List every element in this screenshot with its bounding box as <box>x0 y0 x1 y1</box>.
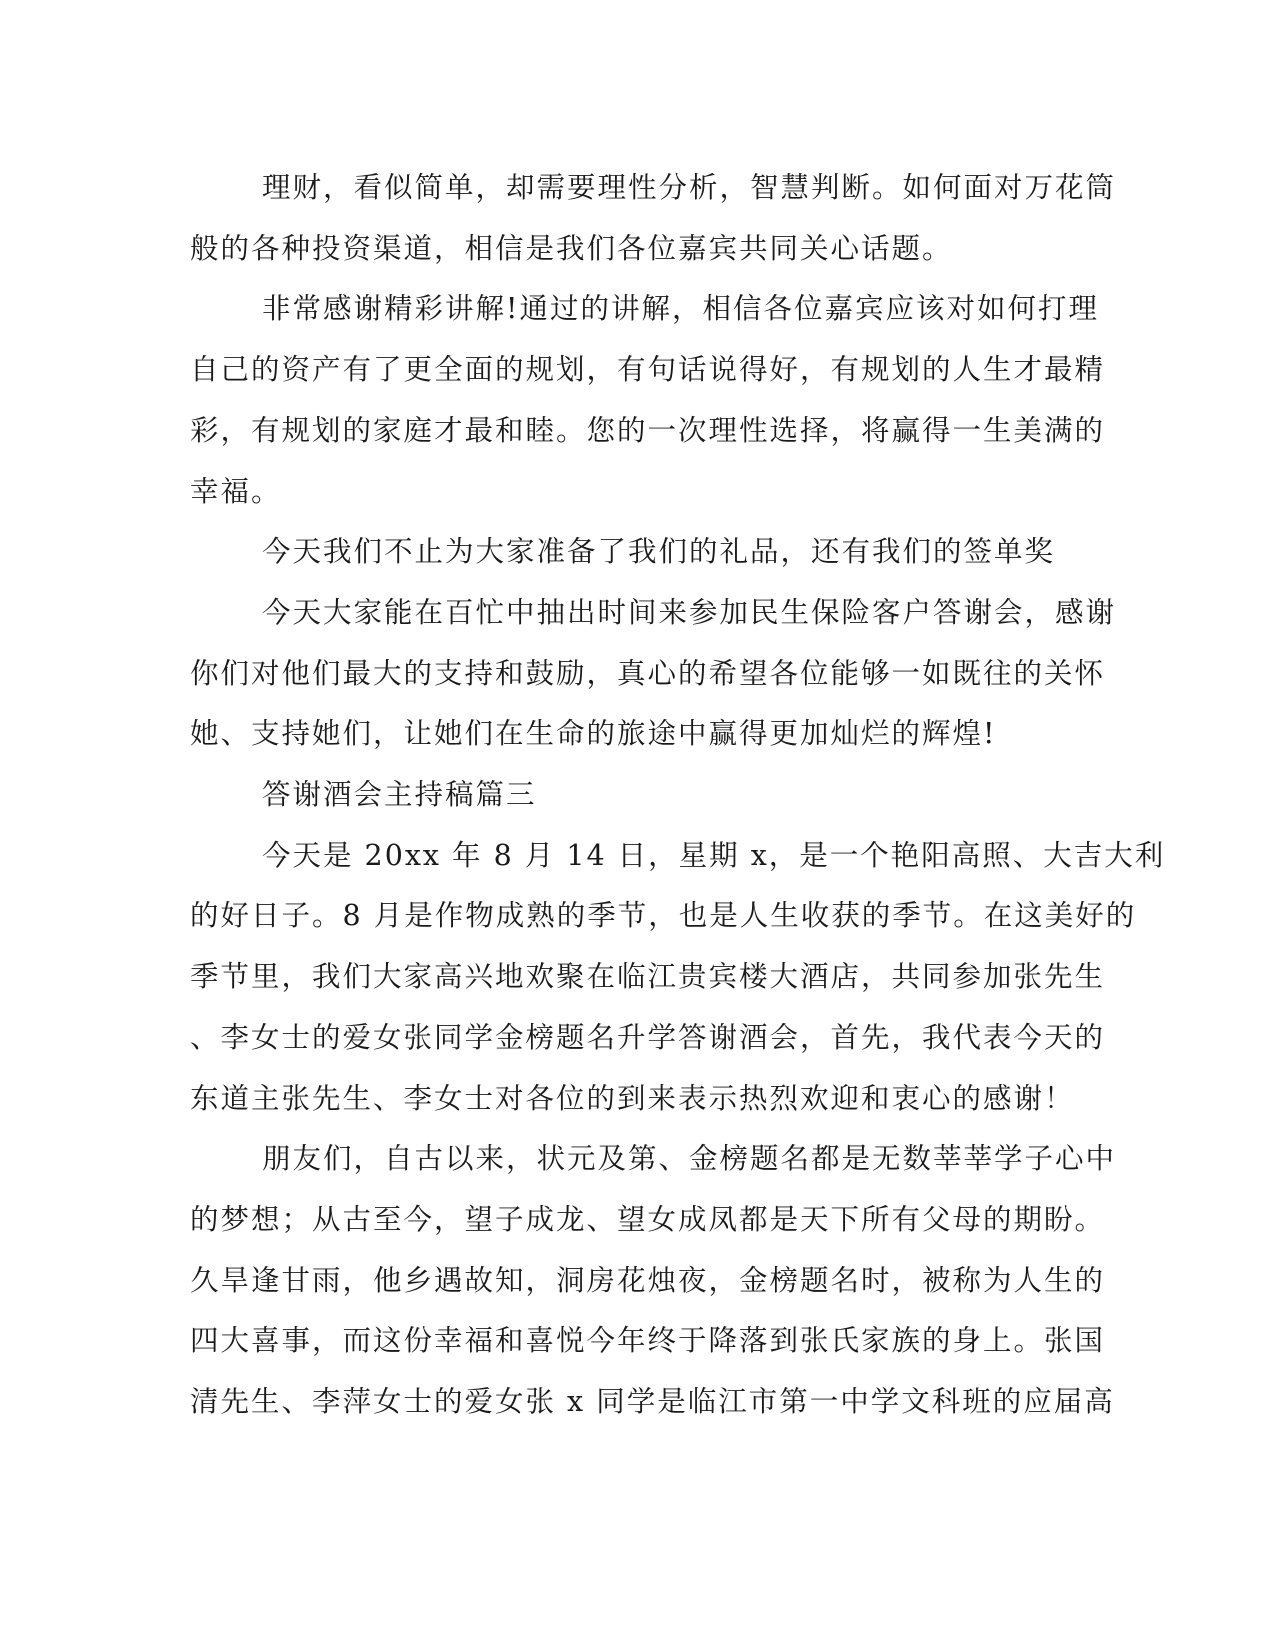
section-heading <box>190 765 1090 826</box>
text-line: 非常感谢精彩讲解!通过的讲解，相信各位嘉宾应该对如何打理 <box>262 292 1099 326</box>
text-line: 的梦想；从古至今，望子成龙、望女成凤都是天下所有父母的期盼。 <box>190 1202 1106 1236</box>
text-line: 、李女士的爱女张同学金榜题名升学答谢酒会，首先，我代表今天的 <box>190 1020 1106 1054</box>
text-line: 四大喜事，而这份幸福和喜悦今年终于降落到张氏家族的身上。张国 <box>190 1324 1106 1358</box>
heading-line: 答谢酒会主持稿篇三 <box>262 778 537 812</box>
text-line: 她、支持她们，让她们在生命的旅途中赢得更加灿烂的辉煌! <box>190 717 997 751</box>
document-body <box>190 158 1166 1433</box>
text-line: 彩，有规划的家庭才最和睦。您的一次理性选择，将赢得一生美满的 <box>190 413 1106 447</box>
text-line: 理财，看似简单，却需要理性分析，智慧判断。如何面对万花筒 <box>262 171 1117 204</box>
text-line: 季节里，我们大家高兴地欢聚在临江贵宾楼大酒店，共同参加张先生 <box>190 960 1106 994</box>
paragraph-gifts <box>190 522 1090 583</box>
text-line: 自己的资产有了更全面的规划，有句话说得好，有规划的人生才最精 <box>190 353 1106 387</box>
text-line: 今天大家能在百忙中抽出时间来参加民生保险客户答谢会，感谢 <box>262 595 1117 629</box>
text-line: 今天我们不止为大家准备了我们的礼品，还有我们的签单奖 <box>262 535 1056 569</box>
paragraph-appreciation <box>190 583 1117 765</box>
text-line: 你们对他们最大的支持和鼓励，真心的希望各位能够一如既往的关怀 <box>190 656 1106 690</box>
text-line: 东道主张先生、李女士对各位的到来表示热烈欢迎和衷心的感谢！ <box>190 1081 1075 1115</box>
paragraph-finance <box>190 158 1117 279</box>
text-line: 幸福。 <box>190 474 282 508</box>
paragraph-opening <box>190 826 1166 1130</box>
text-line: 久旱逢甘雨，他乡遇故知，洞房花烛夜，金榜题名时，被称为人生的 <box>190 1263 1106 1297</box>
paragraph-friends <box>190 1129 1117 1433</box>
text-line: 般的各种投资渠道，相信是我们各位嘉宾共同关心话题。 <box>190 231 953 265</box>
text-line: 清先生、李萍女士的爱女张 x 同学是临江市第一中学文科班的应届高 <box>190 1385 1115 1419</box>
text-line: 朋友们，自古以来，状元及第、金榜题名都是无数莘莘学子心中 <box>262 1142 1117 1176</box>
text-line: 的好日子。8 月是作物成熟的季节，也是人生收获的季节。在这美好的 <box>190 899 1137 933</box>
text-line: 今天是 20xx 年 8 月 14 日，星期 x，是一个艳阳高照、大吉大利 <box>262 838 1166 872</box>
paragraph-thanks <box>190 279 1106 522</box>
